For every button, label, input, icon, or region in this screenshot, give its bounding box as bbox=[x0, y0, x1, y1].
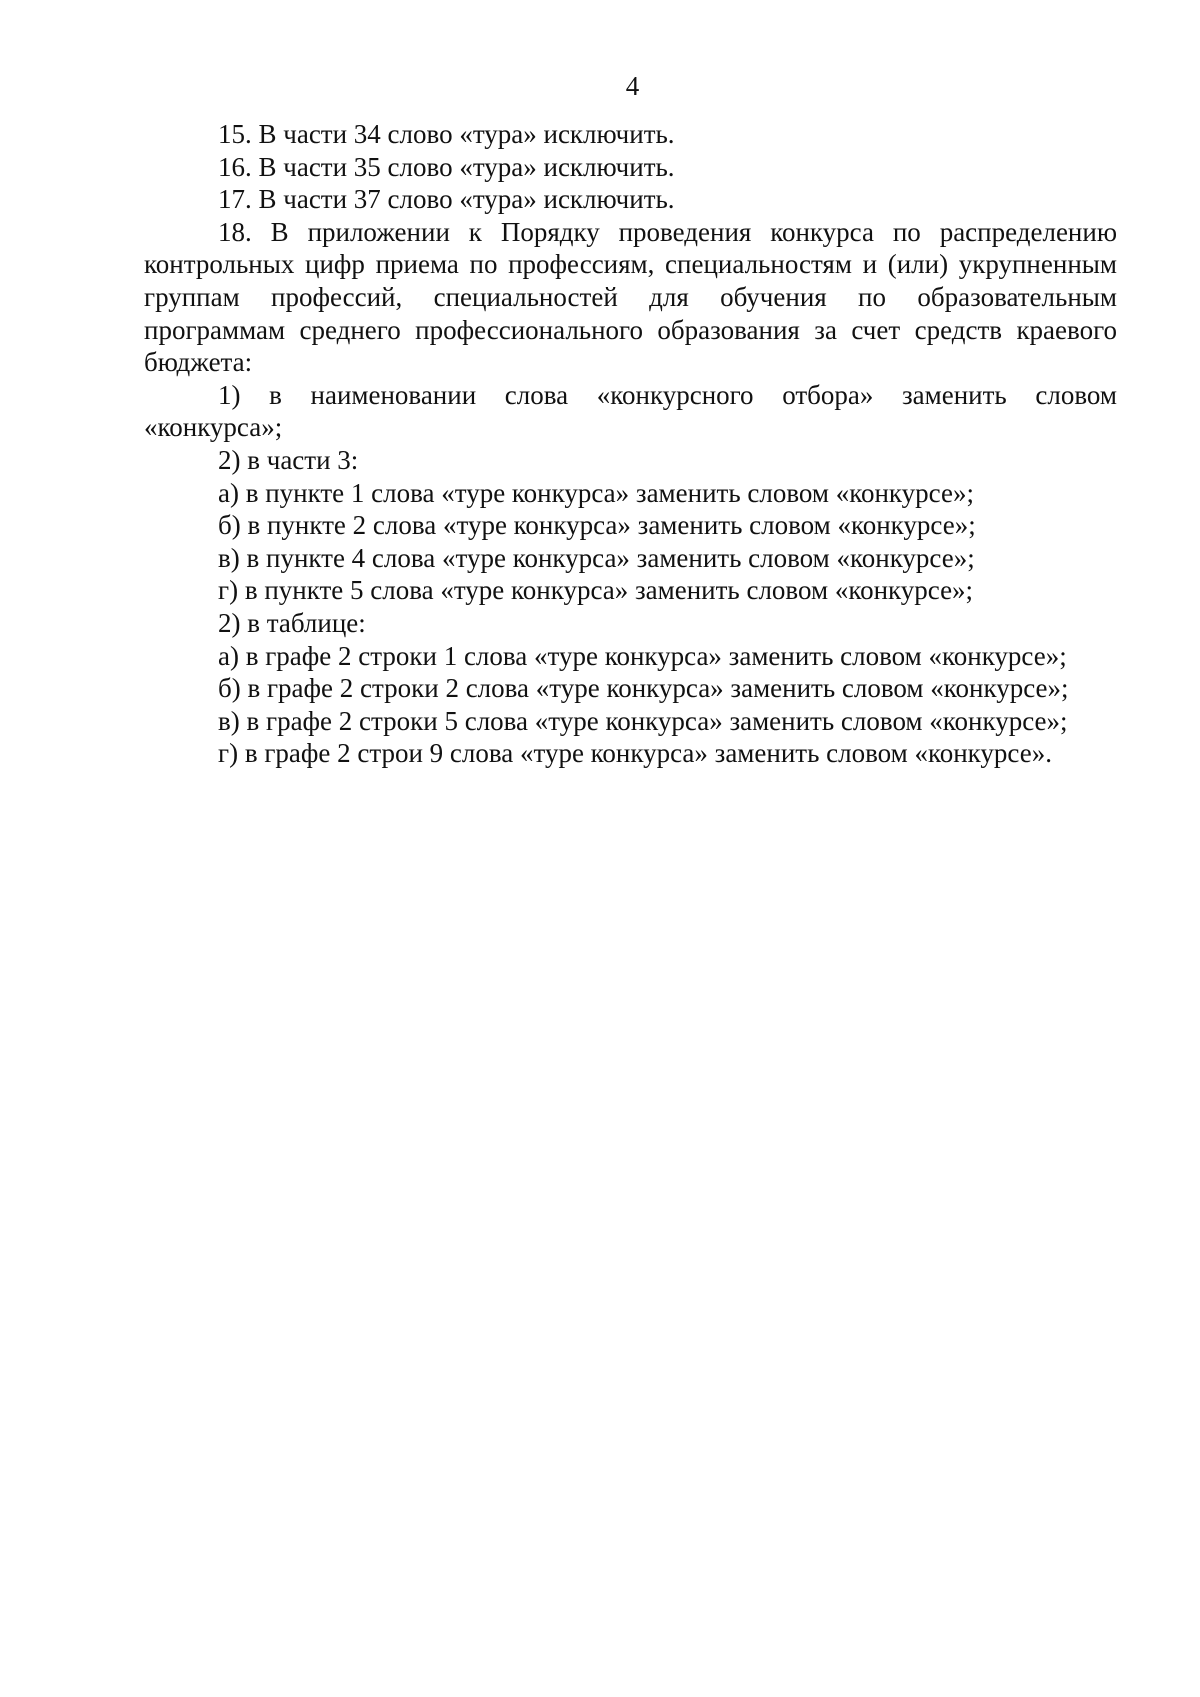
paragraph-17: 17. В части 37 слово «тура» исключить. bbox=[218, 184, 675, 215]
item-1-line-1: 1) в наименовании слова «конкурсного отбора» заменить словом bbox=[218, 379, 1117, 410]
item-2-heading: 2) в части 3: bbox=[218, 444, 359, 475]
item-2-a: а) в пункте 1 слова «туре конкурса» заменить словом «конкурсе»; bbox=[218, 477, 974, 508]
table-heading: 2) в таблице: bbox=[218, 607, 366, 638]
paragraph-15: 15. В части 34 слово «тура» исключить. bbox=[218, 119, 675, 149]
item-2-v: в) в пункте 4 слова «туре конкурса» заменить словом «конкурсе»; bbox=[218, 542, 975, 573]
item-2-g: г) в пункте 5 слова «туре конкурса» заменить словом «конкурсе»; bbox=[218, 575, 974, 606]
paragraph-18-line-4: программам среднего профессионального образования за счет средств краевого bbox=[144, 314, 1117, 345]
item-2-b: б) в пункте 2 слова «туре конкурса» заменить словом «конкурсе»; bbox=[218, 510, 976, 541]
paragraph-18-line-5: бюджета: bbox=[144, 347, 253, 378]
table-g: г) в графе 2 строи 9 слова «туре конкурса» заменить словом «конкурсе». bbox=[218, 738, 1052, 769]
paragraph-18-line-1: 18. В приложении к Порядку проведения конкурса по распределению bbox=[218, 216, 1117, 247]
table-v: в) в графе 2 строки 5 слова «туре конкурса» заменить словом «конкурсе»; bbox=[218, 705, 1068, 736]
page-number: 4 bbox=[625, 71, 640, 101]
table-b: б) в графе 2 строки 2 слова «туре конкурса» заменить словом «конкурсе»; bbox=[218, 673, 1069, 704]
item-1-line-2: «конкурса»; bbox=[144, 412, 283, 443]
paragraph-18-line-2: контрольных цифр приема по профессиям, специальностям и (или) укрупненным bbox=[144, 249, 1117, 280]
paragraph-18-line-3: группам профессий, специальностей для обучения по образовательным bbox=[144, 281, 1117, 312]
paragraph-16: 16. В части 35 слово «тура» исключить. bbox=[218, 151, 675, 182]
table-a: а) в графе 2 строки 1 слова «туре конкурса» заменить словом «конкурсе»; bbox=[218, 640, 1067, 671]
document-body bbox=[144, 118, 1117, 770]
